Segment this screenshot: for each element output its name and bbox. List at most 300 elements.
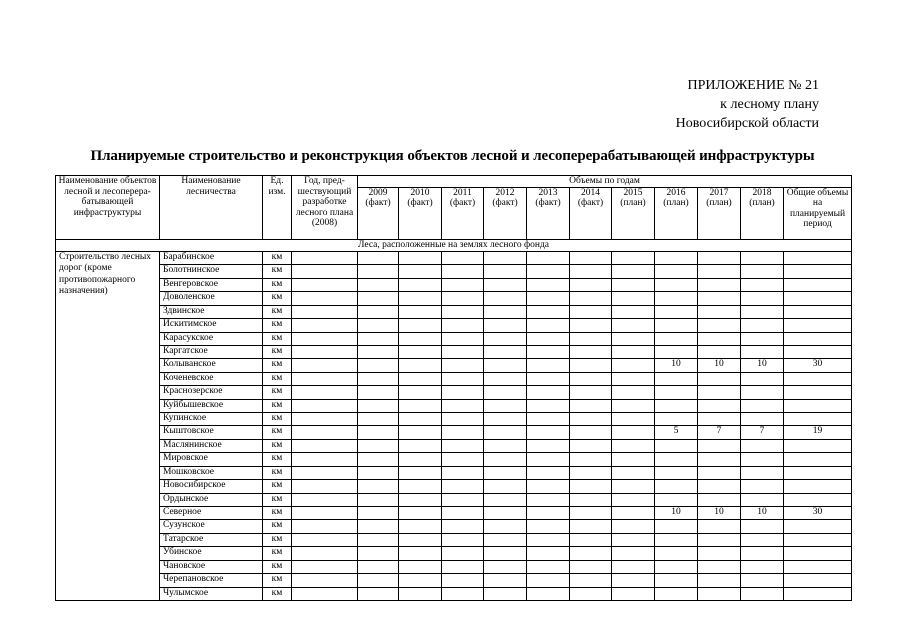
volume-2018-cell [741,251,784,264]
volume-cell [358,466,399,479]
volume-cell [570,520,612,533]
volume-cell [399,587,442,600]
volume-cell [442,439,484,452]
year-label: 2012 [495,187,515,198]
col-header-year [570,187,612,239]
volume-cell [484,251,527,264]
unit-cell: км [263,278,292,291]
forestry-name: Мировское [160,453,263,466]
volume-cell [570,466,612,479]
table-row [56,453,852,466]
volume-2016-cell [655,560,698,573]
volume-2016-cell [655,453,698,466]
volume-cell [399,372,442,385]
total-cell [784,493,852,506]
volume-cell [570,587,612,600]
volume-2016-cell [655,413,698,426]
volume-2017-cell [698,265,741,278]
unit-cell: км [263,265,292,278]
total-cell [784,251,852,264]
base-year-cell [292,480,358,493]
volume-cell [527,265,570,278]
volume-2017-cell [698,587,741,600]
year-label: 2018 [752,187,772,198]
volume-cell [399,305,442,318]
year-type-label: (план) [706,198,732,208]
volume-2016-cell [655,265,698,278]
volume-cell [358,319,399,332]
volume-2016-cell [655,466,698,479]
table-row [56,372,852,385]
table-row [56,547,852,560]
volume-cell [612,372,655,385]
col-header-year [698,187,741,239]
volume-cell [358,520,399,533]
volume-cell [612,574,655,587]
volume-2018-cell [741,520,784,533]
volume-cell [399,251,442,264]
base-year-cell [292,386,358,399]
volume-cell [358,413,399,426]
volume-cell [570,319,612,332]
volume-cell [570,292,612,305]
volume-cell [442,466,484,479]
volume-cell [399,399,442,412]
total-cell [784,265,852,278]
volume-cell [442,345,484,358]
total-cell [784,480,852,493]
volume-cell [358,480,399,493]
volume-2017-cell [698,520,741,533]
volume-cell [358,345,399,358]
volume-cell [399,386,442,399]
volume-cell [527,466,570,479]
volume-2017-cell [698,533,741,546]
forestry-name: Мошковское [160,466,263,479]
unit-cell: км [263,372,292,385]
unit-cell: км [263,386,292,399]
volume-cell [570,574,612,587]
volume-2017-cell [698,292,741,305]
col-header-year [655,187,698,239]
unit-cell: км [263,520,292,533]
volume-cell [612,547,655,560]
volume-cell [612,359,655,372]
unit-cell: км [263,305,292,318]
base-year-cell [292,292,358,305]
col-header-year [741,187,784,239]
volume-2016-cell [655,278,698,291]
volume-cell [527,520,570,533]
total-cell [784,439,852,452]
volume-cell [527,574,570,587]
volume-cell [399,574,442,587]
volume-cell [358,305,399,318]
year-type-label: (факт) [365,198,391,208]
volume-cell [527,251,570,264]
volume-2017-cell [698,480,741,493]
volume-2016-cell [655,493,698,506]
volume-2018-cell [741,265,784,278]
base-year-cell [292,574,358,587]
volume-cell [358,251,399,264]
volume-cell [358,560,399,573]
volume-2018-cell [741,386,784,399]
unit-cell: км [263,560,292,573]
volume-2016-cell: 5 [655,426,698,439]
volume-cell [484,466,527,479]
year-label: 2010 [410,187,430,198]
volume-cell [442,520,484,533]
base-year-cell [292,520,358,533]
base-year-cell [292,533,358,546]
total-cell [784,386,852,399]
unit-cell: км [263,533,292,546]
volume-cell [527,386,570,399]
volume-cell [358,399,399,412]
volume-cell [484,493,527,506]
base-year-cell [292,507,358,520]
volume-cell [442,399,484,412]
appendix-number: ПРИЛОЖЕНИЕ № 21 [687,78,819,93]
volume-cell [484,332,527,345]
unit-cell: км [263,574,292,587]
volume-2017-cell [698,453,741,466]
volume-cell [358,533,399,546]
volume-cell [442,426,484,439]
year-label: 2014 [581,187,600,198]
volume-cell [484,292,527,305]
volume-2017-cell [698,574,741,587]
volume-cell [612,426,655,439]
volume-2017-cell [698,466,741,479]
volume-cell [527,493,570,506]
year-label: 2009 [368,187,388,198]
year-type-label: (план) [663,198,689,208]
unit-cell: км [263,413,292,426]
volume-2017-cell: 10 [698,507,741,520]
volume-2017-cell [698,413,741,426]
volume-2018-cell [741,345,784,358]
volume-2017-cell [698,547,741,560]
volume-2018-cell [741,480,784,493]
total-cell: 30 [784,359,852,372]
table-row [56,439,852,452]
volume-cell [442,359,484,372]
total-cell [784,332,852,345]
col-header-year [358,187,399,239]
volume-cell [442,292,484,305]
table-row [56,493,852,506]
volume-cell [399,319,442,332]
volume-cell [612,345,655,358]
unit-cell: км [263,453,292,466]
volume-2016-cell [655,292,698,305]
volume-cell [612,520,655,533]
col-header-unit: Ед. изм. [263,176,292,240]
volume-cell [570,533,612,546]
base-year-cell [292,466,358,479]
volume-cell [527,332,570,345]
total-cell [784,574,852,587]
volume-cell [612,292,655,305]
unit-cell: км [263,292,292,305]
volume-cell [527,547,570,560]
total-cell [784,560,852,573]
section-label: Леса, расположенные на землях лесного фонда [56,239,852,251]
volume-cell [527,480,570,493]
volume-cell [570,345,612,358]
col-header-year [399,187,442,239]
table-row [56,507,852,520]
year-type-label: (факт) [492,198,518,208]
table-row [56,278,852,291]
forestry-name: Ордынское [160,493,263,506]
volume-cell [527,359,570,372]
volume-cell [442,413,484,426]
volume-cell [399,466,442,479]
volume-cell [358,547,399,560]
volume-2017-cell [698,278,741,291]
volume-cell [399,453,442,466]
volume-cell [399,533,442,546]
volume-cell [399,493,442,506]
volume-cell [399,345,442,358]
volume-2018-cell [741,533,784,546]
volume-cell [484,520,527,533]
volume-cell [527,292,570,305]
volume-cell [399,332,442,345]
volume-cell [484,319,527,332]
forestry-name: Куйбышевское [160,399,263,412]
volume-cell [442,493,484,506]
forestry-name: Колыванское [160,359,263,372]
volume-cell [527,345,570,358]
volume-2016-cell [655,520,698,533]
volume-cell [484,278,527,291]
base-year-cell [292,372,358,385]
unit-cell: км [263,480,292,493]
volume-cell [484,359,527,372]
volume-2017-cell: 7 [698,426,741,439]
volume-cell [612,305,655,318]
base-year-cell [292,305,358,318]
volume-cell [612,265,655,278]
forestry-name: Чановское [160,560,263,573]
volume-cell [484,386,527,399]
volume-cell [484,533,527,546]
volume-cell [442,305,484,318]
unit-cell: км [263,493,292,506]
volume-cell [442,453,484,466]
year-type-label: (факт) [577,198,604,208]
volume-2017-cell [698,372,741,385]
table-row [56,587,852,600]
forestry-name: Краснозерское [160,386,263,399]
base-year-cell [292,587,358,600]
volume-2016-cell [655,386,698,399]
volume-cell [612,507,655,520]
year-label: 2017 [709,187,729,198]
volume-2018-cell [741,278,784,291]
volume-2016-cell [655,547,698,560]
base-year-cell [292,560,358,573]
total-cell [784,305,852,318]
forestry-name: Коченевское [160,372,263,385]
col-header-year [484,187,527,239]
unit-cell: км [263,332,292,345]
volume-cell [399,480,442,493]
volume-cell [358,359,399,372]
unit-cell: км [263,345,292,358]
volume-2016-cell [655,533,698,546]
forestry-name: Татарское [160,533,263,546]
volume-cell [570,480,612,493]
col-header-volumes: Объемы по годам [358,176,852,188]
volume-cell [570,413,612,426]
volume-2018-cell [741,319,784,332]
forestry-name: Убинское [160,547,263,560]
volume-cell [442,319,484,332]
volume-cell [442,372,484,385]
volume-2018-cell [741,305,784,318]
year-type-label: (факт) [535,198,561,208]
volume-cell [527,399,570,412]
table-row [56,292,852,305]
volume-cell [570,386,612,399]
volume-2018-cell [741,493,784,506]
volume-cell [358,386,399,399]
col-header-year [527,187,570,239]
volume-cell [358,453,399,466]
volume-cell [442,587,484,600]
volume-2016-cell [655,332,698,345]
table-row [56,265,852,278]
volume-2018-cell: 10 [741,507,784,520]
unit-cell: км [263,547,292,560]
col-header-total: Общие объемы на планируемый период [784,187,852,239]
volume-cell [399,426,442,439]
forestry-name: Искитимское [160,319,263,332]
volume-cell [358,292,399,305]
volume-2016-cell [655,345,698,358]
base-year-cell [292,493,358,506]
page-title: Планируемые строительство и реконструкция объектов лесной и лесоперерабатывающей инфраструктуры [90,148,815,164]
forestry-name: Чулымское [160,587,263,600]
total-cell [784,587,852,600]
volume-cell [484,413,527,426]
volume-cell [612,386,655,399]
volume-cell [570,359,612,372]
unit-cell: км [263,251,292,264]
volume-2017-cell [698,560,741,573]
year-type-label: (факт) [449,198,476,208]
volume-2018-cell [741,560,784,573]
base-year-cell [292,278,358,291]
table-row [56,319,852,332]
year-type-label: (план) [620,198,646,208]
volume-2018-cell: 10 [741,359,784,372]
volume-cell [527,372,570,385]
volume-cell [399,520,442,533]
volume-cell [484,574,527,587]
unit-cell: км [263,426,292,439]
volume-cell [399,560,442,573]
total-cell [784,292,852,305]
volume-cell [570,332,612,345]
volume-cell [527,439,570,452]
volume-cell [442,386,484,399]
forestry-name: Кыштовское [160,426,263,439]
forestry-name: Здвинское [160,305,263,318]
table-row [56,480,852,493]
base-year-cell [292,359,358,372]
volume-cell [358,278,399,291]
base-year-cell [292,413,358,426]
year-label: 2016 [666,187,686,198]
table-row [56,359,852,372]
volume-cell [484,372,527,385]
total-cell: 30 [784,507,852,520]
volume-cell [442,332,484,345]
volume-2017-cell [698,345,741,358]
base-year-cell [292,332,358,345]
table-row [56,466,852,479]
volume-cell [484,480,527,493]
appendix-ref: к лесному плану [720,97,819,112]
table-row [56,560,852,573]
volume-2018-cell [741,413,784,426]
volume-cell [484,345,527,358]
volume-cell [612,278,655,291]
volume-cell [527,533,570,546]
volume-cell [612,453,655,466]
total-cell [784,533,852,546]
volume-cell [612,480,655,493]
forestry-name: Доволенское [160,292,263,305]
unit-cell: км [263,507,292,520]
volume-cell [570,560,612,573]
unit-cell: км [263,359,292,372]
volume-2017-cell [698,439,741,452]
volume-cell [358,574,399,587]
volume-cell [358,332,399,345]
forestry-name: Сузунское [160,520,263,533]
col-header-year [442,187,484,239]
volume-2017-cell [698,399,741,412]
volume-cell [484,547,527,560]
volume-2018-cell: 7 [741,426,784,439]
table-row [56,574,852,587]
col-header-infra: Наименование объектов лесной и лесоперера-батывающей инфраструктуры [56,176,160,240]
forestry-name: Купинское [160,413,263,426]
unit-cell: км [263,587,292,600]
volume-cell [570,265,612,278]
volume-cell [358,507,399,520]
volume-cell [358,439,399,452]
volume-2016-cell [655,439,698,452]
volume-2018-cell [741,292,784,305]
volume-cell [570,372,612,385]
volume-cell [484,426,527,439]
volume-2018-cell [741,574,784,587]
base-year-cell [292,265,358,278]
volume-cell [612,413,655,426]
volume-cell [399,547,442,560]
total-cell [784,466,852,479]
table-row [56,533,852,546]
total-cell [784,399,852,412]
